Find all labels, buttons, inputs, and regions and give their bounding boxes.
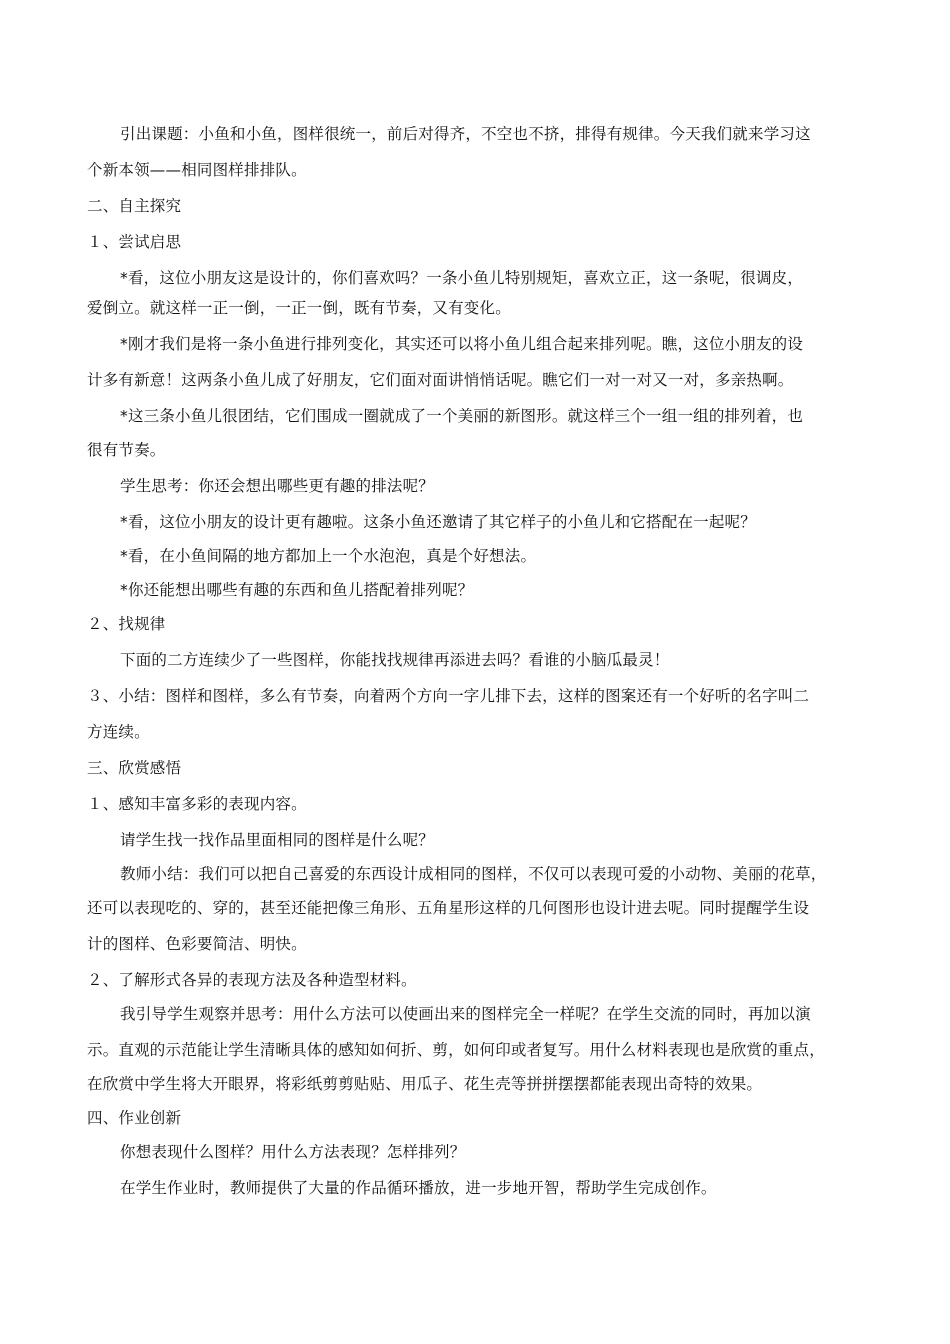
paragraph-line: 你想表现什么图样？用什么方法表现？怎样排列？ <box>120 1143 466 1161</box>
paragraph-line: 示。直观的示范能让学生清晰具体的感知如何折、剪，如何印或者复写。用什么材料表现也是欣赏的重点， <box>87 1041 825 1059</box>
paragraph-line: 计的图样、色彩要简洁、明快。 <box>87 935 307 953</box>
paragraph-line: 学生思考：你还会想出哪些更有趣的排法呢？ <box>120 477 435 495</box>
paragraph-line: 方连续。 <box>87 723 150 741</box>
paragraph-line: *看，在小鱼间隔的地方都加上一个水泡泡，真是个好想法。 <box>120 547 537 565</box>
paragraph-line: 很有节奏。 <box>87 441 166 459</box>
paragraph-intro-line-1: 引出课题：小鱼和小鱼，图样很统一，前后对得齐，不空也不挤，排得有规律。今天我们就来学习这 <box>120 125 811 143</box>
paragraph-line: 计多有新意！这两条小鱼儿成了好朋友，它们面对面讲悄悄话呢。瞧它们一对一对又一对，多亲热啊。 <box>87 371 794 389</box>
paragraph-line: *看，这位小朋友这是设计的，你们喜欢吗？一条小鱼儿特别规矩，喜欢立正，这一条呢，很调皮， <box>120 269 804 287</box>
subsection-heading-2-1: １、尝试启思 <box>87 233 182 251</box>
section-heading-3: 三、欣赏感悟 <box>87 759 182 777</box>
paragraph-line: 教师小结：我们可以把自己喜爱的东西设计成相同的图样，不仅可以表现可爱的小动物、美丽的花草， <box>120 865 827 883</box>
paragraph-line: 我引导学生观察并思考：用什么方法可以使画出来的图样完全一样呢？在学生交流的同时，再加以演 <box>120 1005 811 1023</box>
subsection-heading-2-2: ２、找规律 <box>87 615 166 633</box>
subsection-heading-2-3: ３、小结：图样和图样，多么有节奏，向着两个方向一字儿排下去，这样的图案还有一个好听的名字叫二 <box>87 687 810 705</box>
paragraph-line: *你还能想出哪些有趣的东西和鱼儿搭配着排列呢？ <box>120 581 474 599</box>
paragraph-line: 还可以表现吃的、穿的，甚至还能把像三角形、五角星形这样的几何图形也设计进去呢。同时提醒学生设 <box>87 899 810 917</box>
paragraph-line: *刚才我们是将一条小鱼进行排列变化，其实还可以将小鱼儿组合起来排列呢。瞧，这位小朋友的设 <box>120 335 804 353</box>
subsection-heading-3-2: ２、了解形式各异的表现方法及各种造型材料。 <box>87 971 417 989</box>
paragraph-line: *看，这位小朋友的设计更有趣啦。这条小鱼还邀请了其它样子的小鱼儿和它搭配在一起呢？ <box>120 513 756 531</box>
section-heading-2: 二、自主探究 <box>87 197 182 215</box>
paragraph-line: 在欣赏中学生将大开眼界，将彩纸剪剪贴贴、用瓜子、花生壳等拼拼摆摆都能表现出奇特的效果。 <box>87 1075 763 1093</box>
section-heading-4: 四、作业创新 <box>87 1109 182 1127</box>
paragraph-line: 爱倒立。就这样一正一倒，一正一倒，既有节奏，又有变化。 <box>87 299 511 317</box>
paragraph-line: 在学生作业时，教师提供了大量的作品循环播放，进一步地开智，帮助学生完成创作。 <box>120 1179 717 1197</box>
paragraph-line: *这三条小鱼儿很团结，它们围成一圈就成了一个美丽的新图形。就这样三个一组一组的排列着，也 <box>120 407 804 425</box>
paragraph-intro-line-2: 个新本领——相同图样排排队。 <box>87 161 307 179</box>
paragraph-line: 下面的二方连续少了一些图样，你能找找规律再添进去吗？看谁的小脑瓜最灵！ <box>120 651 670 669</box>
subsection-heading-3-1: １、感知丰富多彩的表现内容。 <box>87 795 307 813</box>
paragraph-line: 请学生找一找作品里面相同的图样是什么呢？ <box>120 831 435 849</box>
